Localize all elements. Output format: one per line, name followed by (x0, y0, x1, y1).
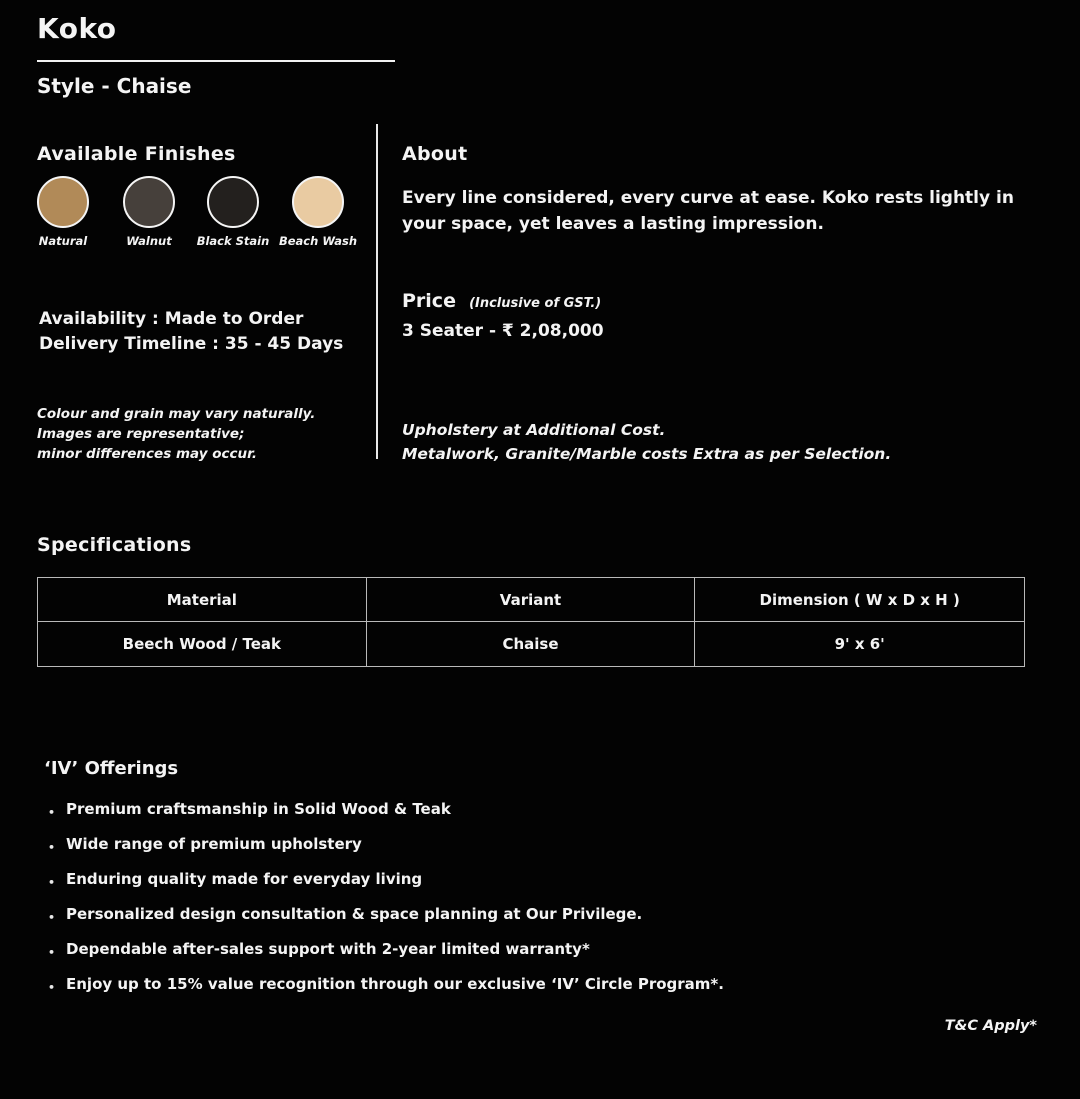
offering-item: • Wide range of premium upholstery (44, 835, 724, 854)
disclaimer-line: minor differences may occur. (37, 446, 257, 462)
title-underline (37, 60, 395, 62)
specifications-heading: Specifications (37, 534, 192, 556)
about-text: Every line considered, every curve at ease. Koko rests lightly in your space, yet leaves a lasting impression. (402, 188, 1014, 234)
availability-block (39, 307, 343, 357)
terms-note: T&C Apply* (944, 1018, 1037, 1034)
finish-swatch-walnut (101, 176, 197, 248)
style-subtitle: Style - Chaise (37, 74, 192, 98)
offering-item: • Enjoy up to 15% value recognition through our exclusive ‘IV’ Circle Program*. (44, 975, 724, 994)
specifications-table (37, 577, 1025, 667)
cell-dimension: 9' x 6' (834, 635, 885, 653)
finish-color-circle (207, 176, 259, 228)
disclaimer-line: Colour and grain may vary naturally. (37, 406, 316, 422)
disclaimer-line: Images are representative; (37, 426, 245, 442)
offering-item: • Personalized design consultation & space planning at Our Privilege. (44, 905, 724, 924)
gst-note: (Inclusive of GST.) (469, 296, 602, 311)
offering-item: • Enduring quality made for everyday living (44, 870, 724, 889)
finish-color-circle (37, 176, 89, 228)
finish-label: Walnut (126, 234, 172, 248)
finish-label: Black Stain (196, 234, 270, 248)
column-divider (376, 124, 378, 459)
offering-item: • Dependable after-sales support with 2-year limited warranty* (44, 940, 724, 959)
offering-item: • Premium craftsmanship in Solid Wood & Teak (44, 800, 724, 819)
offerings-list (44, 800, 724, 1010)
finish-swatch-natural (15, 176, 111, 248)
about-heading: About (402, 143, 468, 165)
price-heading: Price (402, 290, 456, 312)
column-header-material: Material (38, 578, 367, 622)
column-header-variant: Variant (367, 578, 696, 622)
cost-disclaimer (402, 418, 891, 466)
finish-swatch-black-stain (185, 176, 281, 248)
delivery-timeline-line: Delivery Timeline : 35 - 45 Days (39, 334, 344, 354)
page-title: Koko (37, 12, 117, 45)
cell-material: Beech Wood / Teak (38, 622, 367, 666)
finish-color-circle (123, 176, 175, 228)
price-value: 3 Seater - ₹ 2,08,000 (402, 321, 604, 341)
price-heading-row (402, 290, 601, 312)
finish-disclaimer (37, 404, 315, 464)
cell-variant: Chaise (367, 622, 696, 666)
column-header-dimension: Dimension ( W x D x H ) (695, 578, 1024, 622)
finish-label: Beach Wash (278, 234, 358, 248)
finish-swatch-beach-wash (270, 176, 366, 248)
finishes-heading: Available Finishes (37, 143, 236, 165)
offerings-heading: ‘IV’ Offerings (44, 758, 179, 779)
finish-label: Natural (38, 234, 88, 248)
disclaimer-line: Metalwork, Granite/Marble costs Extra as per Selection. (402, 445, 892, 463)
availability-line: Availability : Made to Order (39, 309, 304, 329)
disclaimer-line: Upholstery at Additional Cost. (402, 421, 666, 439)
finish-color-circle (292, 176, 344, 228)
